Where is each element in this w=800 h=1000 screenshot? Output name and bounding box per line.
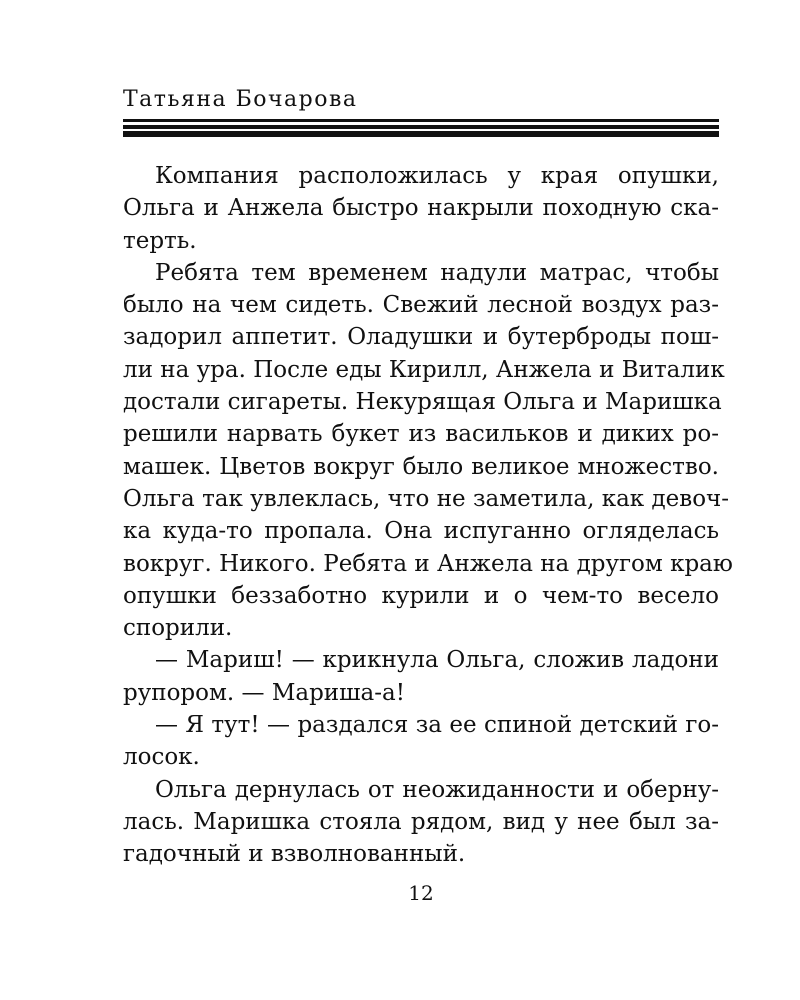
text-line: решили нарвать букет из васильков и диких ро-: [123, 421, 719, 448]
text-line: задорил аппетит. Оладушки и бутерброды пош-: [123, 324, 719, 351]
text-line: Ольга и Анжела быстро накрыли походную ска-: [123, 195, 719, 222]
text-line: ка куда-то пропала. Она испуганно огляделась: [123, 518, 719, 545]
text-line: лосок.: [123, 744, 200, 771]
text-line: было на чем сидеть. Свежий лесной воздух раз-: [123, 292, 719, 319]
text-line: лась. Маришка стояла рядом, вид у нее был за-: [123, 808, 719, 835]
text-line: гадочный и взволнованный.: [123, 841, 466, 868]
text-line: вокруг. Никого. Ребята и Анжела на другом краю: [123, 550, 733, 577]
text-line: Ольга дернулась от неожиданности и оберну-: [155, 776, 719, 803]
text-line: терть.: [123, 227, 197, 254]
text-line: рупором. — Мариша-а!: [123, 679, 405, 706]
text-line: опушки беззаботно курили и о чем-то весело: [123, 582, 719, 609]
text-line: машек. Цветов вокруг было великое множество.: [123, 453, 719, 480]
header-rule-gap: [123, 129, 719, 131]
text-line: спорили.: [123, 615, 233, 642]
running-title: Татьяна Бочарова: [123, 87, 358, 112]
text-line: ли на ура. После еды Кирилл, Анжела и Виталик: [123, 356, 725, 383]
text-line: Ольга так увлеклась, что не заметила, как девоч-: [123, 485, 730, 512]
text-line: Ребята тем временем надули матрас, чтобы: [155, 259, 719, 286]
text-line: — Мариш! — крикнула Ольга, сложив ладони: [155, 647, 719, 674]
header-rule-thin: [123, 119, 719, 122]
text-line: Компания расположилась у края опушки,: [155, 163, 719, 189]
text-line: — Я тут! — раздался за ее спиной детский го-: [155, 712, 719, 739]
page-number: 12: [408, 881, 434, 905]
header-rule-thick: [123, 125, 719, 137]
text-line: достали сигареты. Некурящая Ольга и Маришка: [123, 389, 722, 416]
body-text: [123, 160, 733, 871]
